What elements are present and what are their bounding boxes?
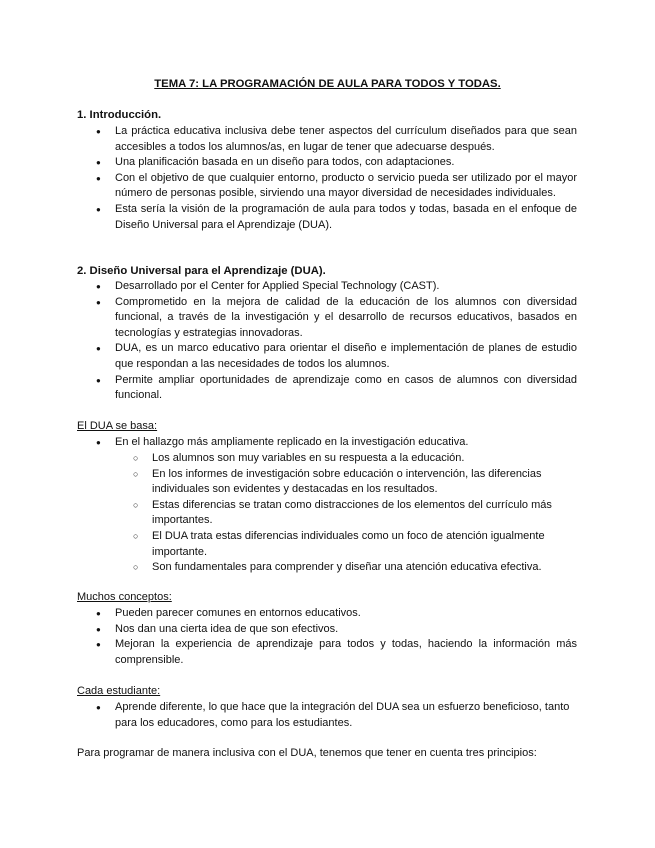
list-item: ● Pueden parecer comunes en entornos educativos. <box>96 606 577 622</box>
bullet-icon <box>96 295 115 311</box>
basa-sub-list <box>133 451 577 576</box>
bullet-icon <box>96 606 115 622</box>
bullet-icon <box>96 435 115 451</box>
list-item: ● Permite ampliar oportunidades de aprendizaje como en casos de alumnos con diversidad funcional. <box>96 373 577 404</box>
circle-bullet-icon <box>133 467 152 483</box>
bullet-icon <box>96 700 115 716</box>
basa-bullet-list <box>96 435 577 451</box>
bullet-icon <box>96 637 115 653</box>
list-item: ○ Los alumnos son muy variables en su respuesta a la educación. <box>133 451 577 467</box>
list-item: ● Esta sería la visión de la programación de aula para todos y todas, basada en el enfoque de Diseño Universal para el Aprendizaje (DUA). <box>96 202 577 233</box>
conceptos-bullet-list <box>96 606 577 668</box>
list-item: ● En el hallazgo más ampliamente replicado en la investigación educativa. <box>96 435 577 451</box>
list-item: ○ Estas diferencias se tratan como distracciones de los elementos del currículo más importantes. <box>133 498 577 529</box>
bullet-icon <box>96 622 115 638</box>
list-item: ● Nos dan una cierta idea de que son efectivos. <box>96 622 577 638</box>
subheading-muchos-conceptos: Muchos conceptos: <box>77 591 172 603</box>
list-item: ● Desarrollado por el Center for Applied Special Technology (CAST). <box>96 279 577 295</box>
section-heading-introduccion: 1. Introducción. <box>77 109 162 121</box>
page-title: TEMA 7: LA PROGRAMACIÓN DE AULA PARA TODOS Y TODAS. <box>154 78 501 90</box>
bullet-icon <box>96 279 115 295</box>
list-item: ○ Son fundamentales para comprender y diseñar una atención educativa efectiva. <box>133 560 577 576</box>
list-item: ● La práctica educativa inclusiva debe tener aspectos del currículum diseñados para que sean accesibles a todos los alumnos/as, en lugar de tener que adecuarse después. <box>96 124 577 155</box>
circle-bullet-icon <box>133 451 152 467</box>
list-item: ● Comprometido en la mejora de calidad de la educación de los alumnos con diversidad funcional, a través de la investigación y el desarrollo de recursos educativos, basados en tecnologías y estrategias innovadoras. <box>96 295 577 342</box>
estudiante-bullet-list <box>96 700 577 731</box>
section-heading-dua: 2. Diseño Universal para el Aprendizaje (DUA). <box>77 265 326 277</box>
bullet-icon <box>96 373 115 389</box>
bullet-icon <box>96 155 115 171</box>
section1-bullet-list <box>96 124 577 233</box>
circle-bullet-icon <box>133 529 152 545</box>
bullet-icon <box>96 341 115 357</box>
bullet-icon <box>96 171 115 187</box>
subheading-dua-se-basa: El DUA se basa: <box>77 420 158 432</box>
list-item: ● Aprende diferente, lo que hace que la integración del DUA sea un esfuerzo beneficioso, tanto para los educadores, como para los estudiantes. <box>96 700 577 731</box>
bullet-icon <box>96 202 115 218</box>
list-item: ● Con el objetivo de que cualquier entorno, producto o servicio pueda ser utilizado por el mayor número de personas posible, sirviendo una mayor diversidad de necesidades individuales. <box>96 171 577 202</box>
bullet-icon <box>96 124 115 140</box>
list-item: ○ El DUA trata estas diferencias individuales como un foco de atención igualmente importante. <box>133 529 577 560</box>
circle-bullet-icon <box>133 498 152 514</box>
circle-bullet-icon <box>133 560 152 576</box>
closing-paragraph: Para programar de manera inclusiva con el DUA, tenemos que tener en cuenta tres principios: <box>77 747 537 759</box>
list-item: ● Mejoran la experiencia de aprendizaje para todos y todas, haciendo la información más comprensible. <box>96 637 577 668</box>
list-item: ○ En los informes de investigación sobre educación o intervención, las diferencias individuales son evidentes y destacadas en los resultados. <box>133 467 577 498</box>
list-item: ● Una planificación basada en un diseño para todos, con adaptaciones. <box>96 155 577 171</box>
subheading-cada-estudiante: Cada estudiante: <box>77 685 161 697</box>
list-item: ● DUA, es un marco educativo para orientar el diseño e implementación de planes de estudio que respondan a las necesidades de todos los alumnos. <box>96 341 577 372</box>
section2-bullet-list <box>96 279 577 404</box>
